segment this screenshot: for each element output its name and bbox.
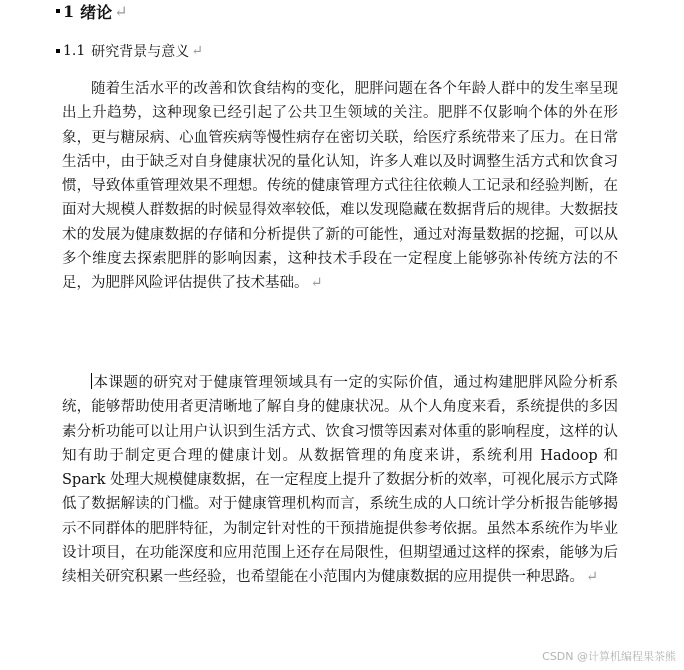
watermark: CSDN @计算机编程果茶熊 bbox=[542, 650, 676, 663]
paragraph-mark-icon: ↵ bbox=[114, 1, 128, 21]
heading-bullet-icon bbox=[56, 49, 60, 53]
section-number: 1.1 bbox=[63, 43, 86, 59]
paragraph-text: 随着生活水平的改善和饮食结构的变化，肥胖问题在各个年龄人群中的发生率呈现出上升趋势，这种现象已经引起了公共卫生领域的关注。肥胖不仅影响个体的外在形象，更与糖尿病、心血管疾病等慢性病存在密切关联，给医疗系统带来了压力。在日常生活中，由于缺乏对自身健康状况的量化认知，许多人难以及时调整生活方式和饮食习惯，导致体重管理效果不理想。传统的健康管理方式往往依赖人工记录和经验判断，在面对大规模人群数据的时候显得效率较低，难以发现隐藏在数据背后的规律。大数据技术的发展为健康数据的存储和分析提供了新的可能性，通过对海量数据的挖掘，可以从多个维度去探索肥胖的影响因素，这种技术手段在一定程度上能够弥补传统方法的不足，为肥胖风险评估提供了技术基础。 bbox=[62, 81, 618, 292]
chapter-heading bbox=[56, 0, 128, 22]
paragraph-mark-icon: ↵ bbox=[191, 43, 203, 59]
paragraph-mark-icon: ↵ bbox=[310, 275, 323, 292]
body-paragraph bbox=[62, 77, 618, 296]
paragraph-text: 本课题的研究对于健康管理领域具有一定的实际价值，通过构建肥胖风险分析系统，能够帮助使用者更清晰地了解自身的健康状况。从个人角度来看，系统提供的多因素分析功能可以让用户认识到生活方式、饮食习惯等因素对体重的影响程度，这样的认知有助于制定更合理的健康计划。从数据管理的角度来讲，系统利用 Hadoop 和 Spark 处理大规模健康数据，在一定程度上提升了数据分析的效率，可视化展示方式降低了数据解读的门槛。对于健康管理机构而言，系统生成的人口统计学分析报告能够揭示不同群体的肥胖特征，为制定针对性的干预措施提供参考依据。虽然本系统作为毕业设计项目，在功能深度和应用范围上还存在局限性，但期望通过这样的探索，能够为后续相关研究积累一些经验，也希望能在小范围内为健康数据的应用提供一种思路。 bbox=[62, 375, 618, 586]
chapter-number: 1 bbox=[63, 1, 75, 21]
heading-bullet-icon bbox=[56, 9, 60, 13]
section-title: 研究背景与意义 bbox=[91, 44, 190, 60]
text-cursor bbox=[91, 373, 92, 389]
body-paragraph bbox=[62, 371, 618, 590]
section-heading bbox=[56, 40, 203, 62]
chapter-title: 绪论 bbox=[80, 2, 113, 22]
paragraph-mark-icon: ↵ bbox=[586, 569, 599, 586]
